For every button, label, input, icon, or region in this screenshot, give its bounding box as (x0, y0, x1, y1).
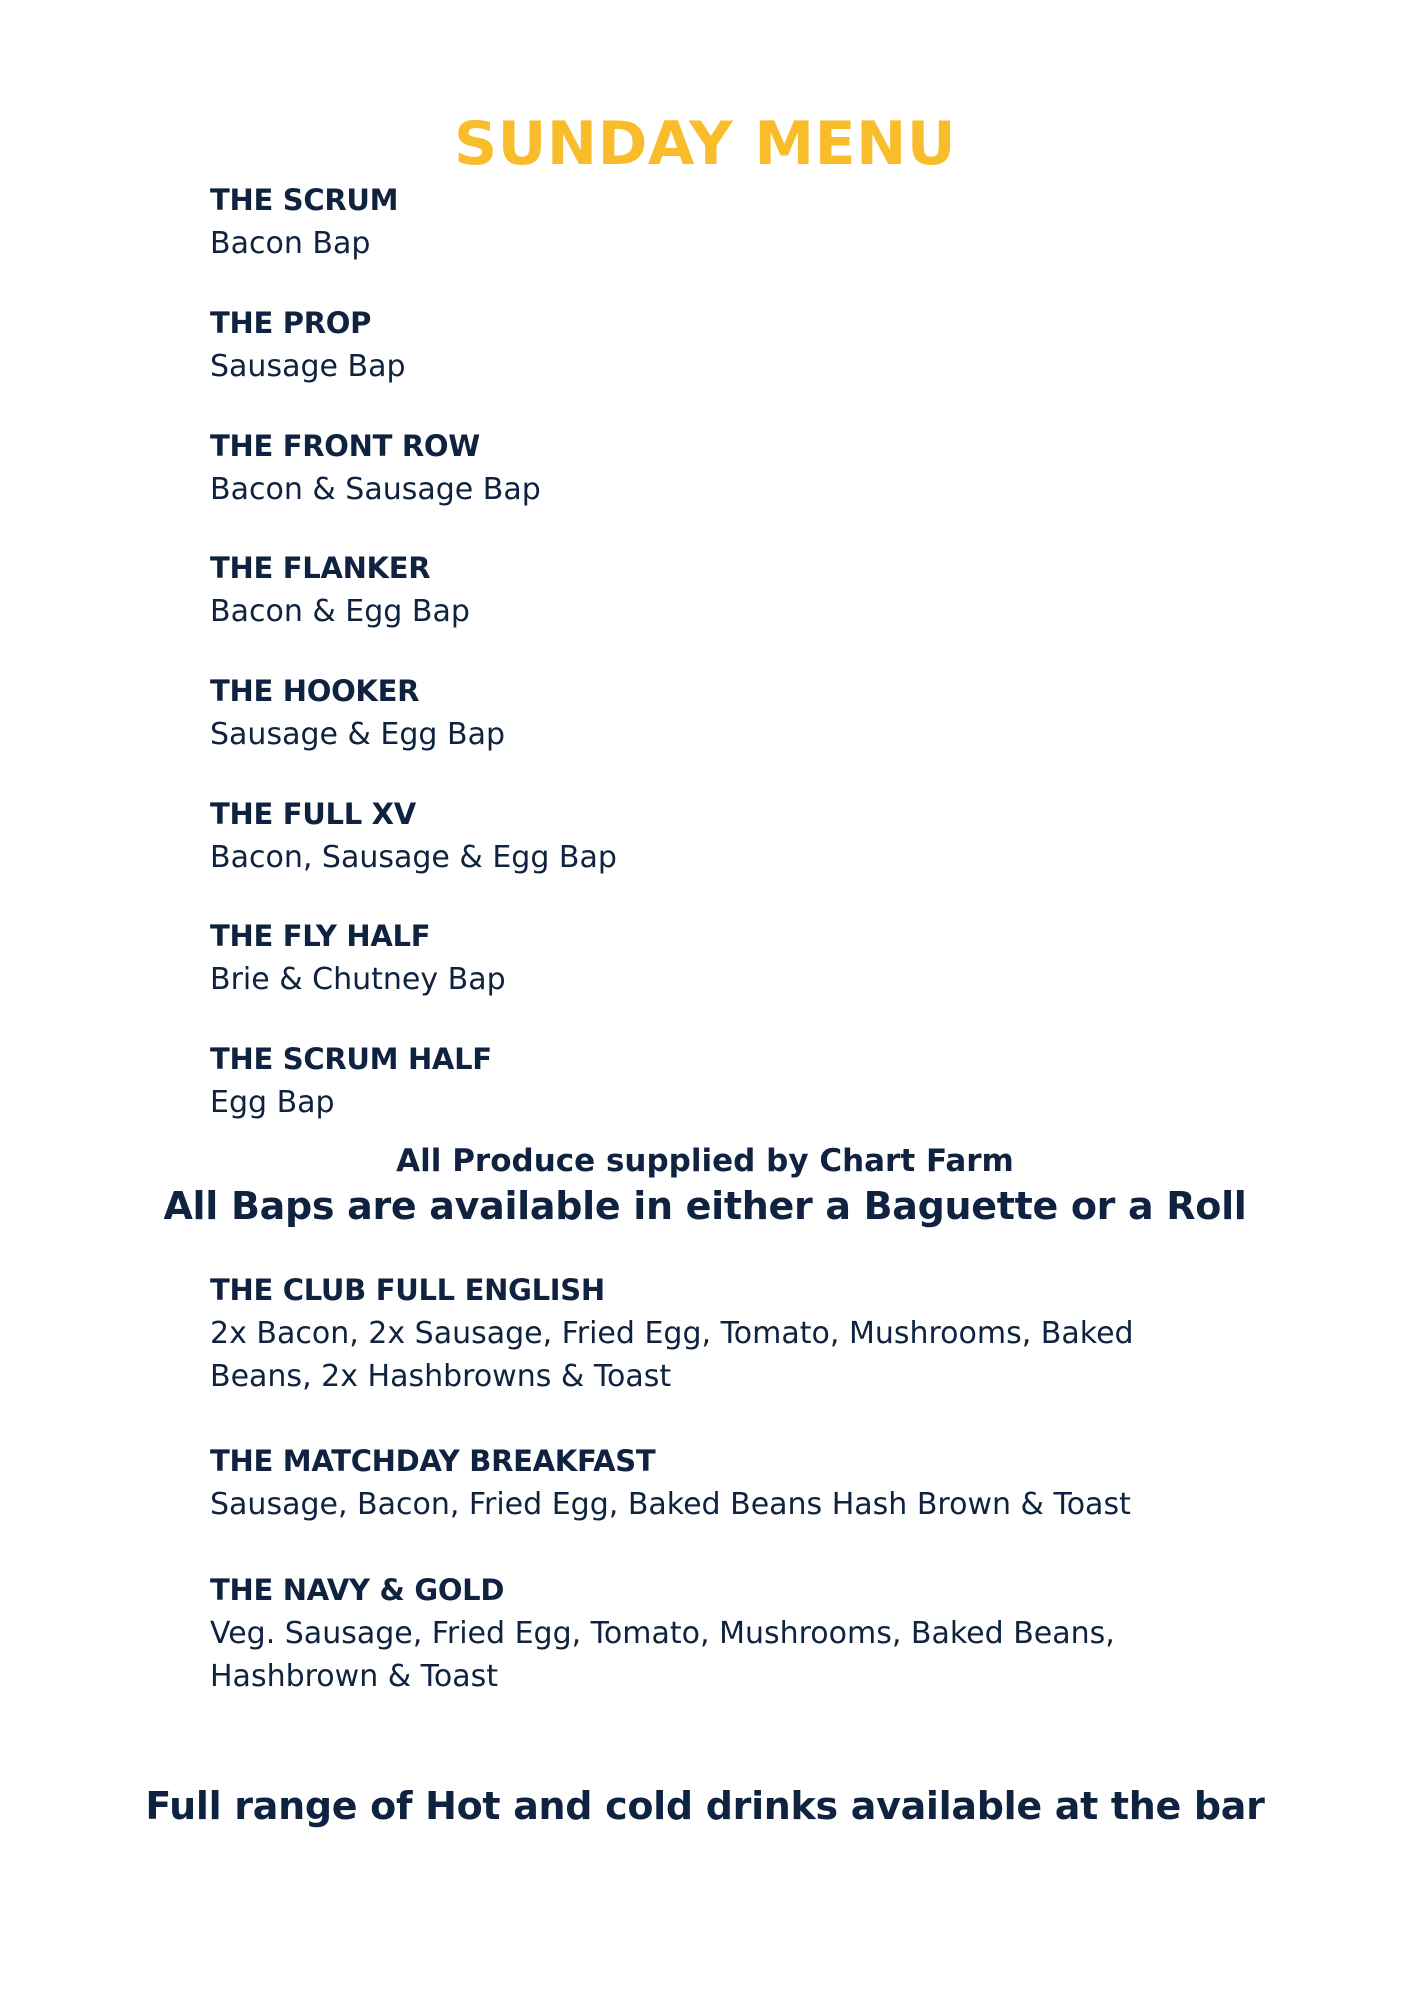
produce-note: All Produce supplied by Chart Farm (396, 1143, 1014, 1179)
menu-item (210, 180, 1210, 265)
menu-item-description: 2x Bacon, 2x Sausage, Fried Egg, Tomato, Mushrooms, Baked Beans, 2x Hashbrowns & Toast (210, 1316, 1134, 1394)
menu-item-name: THE CLUB FULL ENGLISH (210, 1273, 605, 1307)
menu-item (210, 303, 1210, 388)
menu-item-description: Bacon, Sausage & Egg Bap (210, 840, 617, 875)
menu-item-description: Brie & Chutney Bap (210, 962, 506, 997)
menu-item-name: THE NAVY & GOLD (210, 1573, 505, 1607)
menu-item (210, 1441, 1210, 1526)
menu-item-name: THE FRONT ROW (210, 429, 480, 463)
menu-item-description: Bacon & Egg Bap (210, 594, 470, 629)
drinks-footer-note: Full range of Hot and cold drinks available at the bar (145, 1784, 1265, 1828)
page-title: SUNDAY MENU (453, 109, 957, 179)
menu-item-description: Bacon Bap (210, 226, 371, 261)
menu-item (210, 1039, 1210, 1124)
menu-item-name: THE FLANKER (210, 551, 431, 585)
menu-item (210, 426, 1210, 511)
menu-item (210, 671, 1210, 756)
menu-item (210, 1570, 1210, 1698)
menu-item-name: THE SCRUM (210, 183, 399, 217)
menu-item (210, 1270, 1210, 1398)
menu-item-description: Egg Bap (210, 1085, 335, 1120)
menu-item-name: THE FULL XV (210, 797, 416, 831)
menu-item-name: THE HOOKER (210, 674, 420, 708)
menu-item-description: Sausage Bap (210, 349, 406, 384)
baps-options-note: All Baps are available in either a Baguette or a Roll (163, 1184, 1247, 1228)
menu-item-description: Veg. Sausage, Fried Egg, Tomato, Mushrooms, Baked Beans, Hashbrown & Toast (210, 1616, 1115, 1694)
menu-item-name: THE FLY HALF (210, 919, 431, 953)
menu-item-name: THE SCRUM HALF (210, 1042, 492, 1076)
menu-item-description: Sausage, Bacon, Fried Egg, Baked Beans Hash Brown & Toast (210, 1487, 1131, 1522)
menu-item (210, 794, 1210, 879)
menu-item-name: THE MATCHDAY BREAKFAST (210, 1444, 656, 1478)
menu-item-description: Sausage & Egg Bap (210, 717, 506, 752)
menu-item-description: Bacon & Sausage Bap (210, 472, 541, 507)
menu-item (210, 548, 1210, 633)
menu-item-name: THE PROP (210, 306, 372, 340)
menu-item (210, 916, 1210, 1001)
